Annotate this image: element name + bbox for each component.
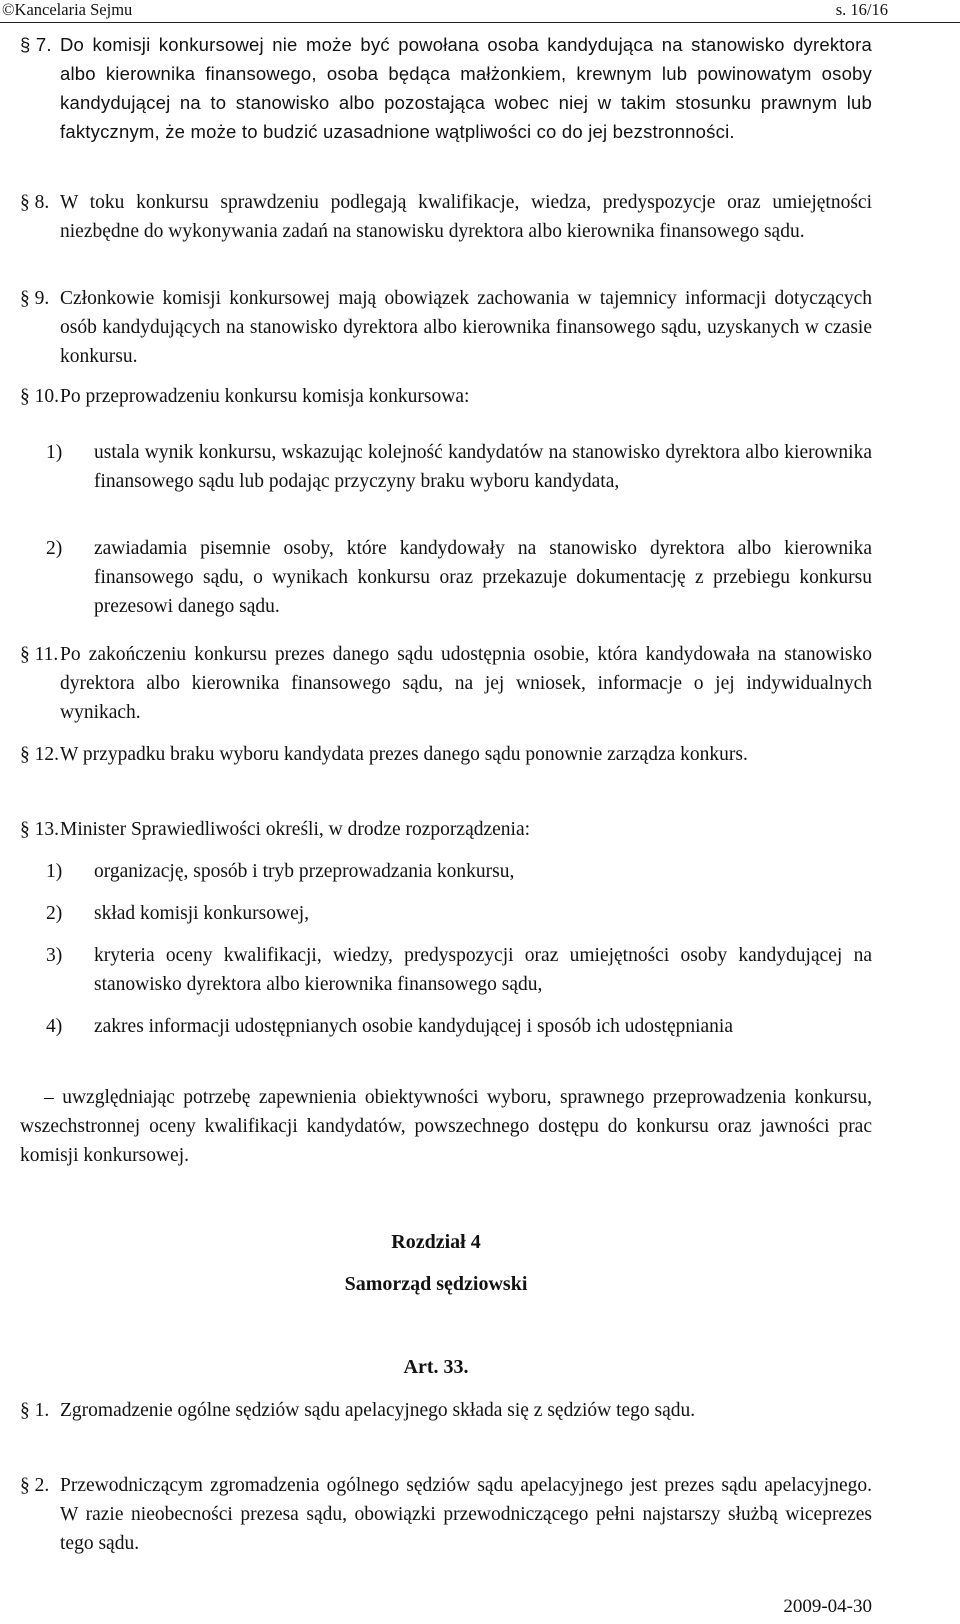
section-number: 8. xyxy=(34,192,50,213)
closing-clause: – uwzględniając potrzebę zapewnienia obiektywności wyboru, sprawnego przeprowadzenia konkursu, wszechstronnej oceny kwalifikacji kandydatów, powszechnego dostępu do konkursu oraz jawności prac komisji konkursowej. xyxy=(20,1087,872,1166)
section-number: 2. xyxy=(34,1475,50,1496)
copyright-label: ©Kancelaria Sejmu xyxy=(2,0,133,19)
item-number: 1) xyxy=(46,861,63,882)
section-13 xyxy=(20,815,872,844)
section-text: Minister Sprawiedliwości określi, w drodze rozporządzenia: xyxy=(60,819,531,840)
chapter-number: Rozdział 4 xyxy=(391,1231,481,1253)
item-number: 2) xyxy=(46,538,63,559)
section-12 xyxy=(20,740,872,769)
section-number: 9. xyxy=(34,288,50,309)
section-text: W toku konkursu sprawdzeniu podlegają kwalifikacje, wiedza, predyspozycje oraz umiejętności niezbędne do wykonywania zadań na stanowisku dyrektora albo kierownika finansowego sądu. xyxy=(60,192,872,242)
section-symbol: § xyxy=(20,744,30,765)
section-number: 11. xyxy=(34,644,59,665)
page-number: s. 16/16 xyxy=(835,0,888,19)
section-number: 10. xyxy=(34,386,59,407)
section-8 xyxy=(20,188,872,246)
footer-date: 2009-04-30 xyxy=(783,1596,872,1617)
section-text: Przewodniczącym zgromadzenia ogólnego sędziów sądu apelacyjnego jest prezes sądu apelacyjnego. W razie nieobecności prezesa sądu, obowiązki przewodniczącego pełni najstarszy służbą wiceprezes tego sądu. xyxy=(60,1475,872,1554)
list-item xyxy=(46,534,872,621)
section-symbol: § xyxy=(20,1475,30,1496)
list-item xyxy=(46,1012,872,1041)
item-number: 1) xyxy=(46,442,63,463)
item-text: zawiadamia pisemnie osoby, które kandydowały na stanowisko dyrektora albo kierownika finansowego sądu, o wynikach konkursu oraz przekazuje dokumentację z przebiegu konkursu prezesowi danego sądu. xyxy=(94,538,872,617)
section-7 xyxy=(20,30,872,146)
section-number: 12. xyxy=(34,744,59,765)
item-text: zakres informacji udostępnianych osobie kandydującej i sposób ich udostępniania xyxy=(94,1016,733,1037)
article-paragraph-2 xyxy=(20,1471,872,1558)
item-text: ustala wynik konkursu, wskazując kolejność kandydatów na stanowisko dyrektora albo kierownika finansowego sądu lub podając przyczyny braku wyboru kandydata, xyxy=(94,442,872,492)
section-text: Do komisji konkursowej nie może być powołana osoba kandydująca na stanowisko dyrektora albo kierownika finansowego, osoba będąca małżonkiem, krewnym lub powinowatym osoby kandydującej na to stanowisko albo pozostająca wobec niej w takim stosunku prawnym lub faktycznym, że może to budzić uzasadnione wątpliwości co do jej bezstronności. xyxy=(60,34,872,142)
section-number: 13. xyxy=(34,819,59,840)
section-text: W przypadku braku wyboru kandydata prezes danego sądu ponownie zarządza konkurs. xyxy=(60,744,748,765)
section-symbol: § xyxy=(20,288,30,309)
section-11 xyxy=(20,640,872,727)
section-symbol: § xyxy=(20,819,30,840)
item-number: 4) xyxy=(46,1016,63,1037)
section-symbol: § xyxy=(20,34,31,55)
section-text: Po przeprowadzeniu konkursu komisja konkursowa: xyxy=(60,386,470,407)
section-number: 1. xyxy=(34,1400,50,1421)
page-header xyxy=(0,0,960,23)
section-text: Po zakończeniu konkursu prezes danego sądu udostępnia osobie, która kandydowała na stanowisko dyrektora albo kierownika finansowego sądu, na jej wniosek, informacje o jej indywidualnych wynikach. xyxy=(60,644,872,723)
item-number: 2) xyxy=(46,903,63,924)
list-item xyxy=(46,899,872,928)
list-item xyxy=(46,941,872,999)
list-item xyxy=(46,438,872,496)
section-text: Członkowie komisji konkursowej mają obowiązek zachowania w tajemnicy informacji dotyczących osób kandydujących na stanowisko dyrektora albo kierownika finansowego sądu, uzyskanych w czasie konkursu. xyxy=(60,288,872,367)
section-number: 7. xyxy=(35,34,52,55)
item-text: kryteria oceny kwalifikacji, wiedzy, predyspozycji oraz umiejętności osoby kandydującej na stanowisko dyrektora albo kierownika finansowego sądu, xyxy=(94,945,872,995)
section-text: Zgromadzenie ogólne sędziów sądu apelacyjnego składa się z sędziów tego sądu. xyxy=(60,1400,696,1421)
section-10 xyxy=(20,382,872,411)
section-symbol: § xyxy=(20,192,30,213)
section-symbol: § xyxy=(20,386,30,407)
item-text: organizację, sposób i tryb przeprowadzania konkursu, xyxy=(94,861,515,882)
section-symbol: § xyxy=(20,644,30,665)
section-symbol: § xyxy=(20,1400,30,1421)
item-number: 3) xyxy=(46,945,63,966)
list-item xyxy=(46,857,872,886)
article-paragraph-1 xyxy=(20,1396,872,1425)
section-9 xyxy=(20,284,872,371)
chapter-title: Samorząd sędziowski xyxy=(344,1273,528,1295)
item-text: skład komisji konkursowej, xyxy=(94,903,310,924)
article-title: Art. 33. xyxy=(403,1356,469,1378)
